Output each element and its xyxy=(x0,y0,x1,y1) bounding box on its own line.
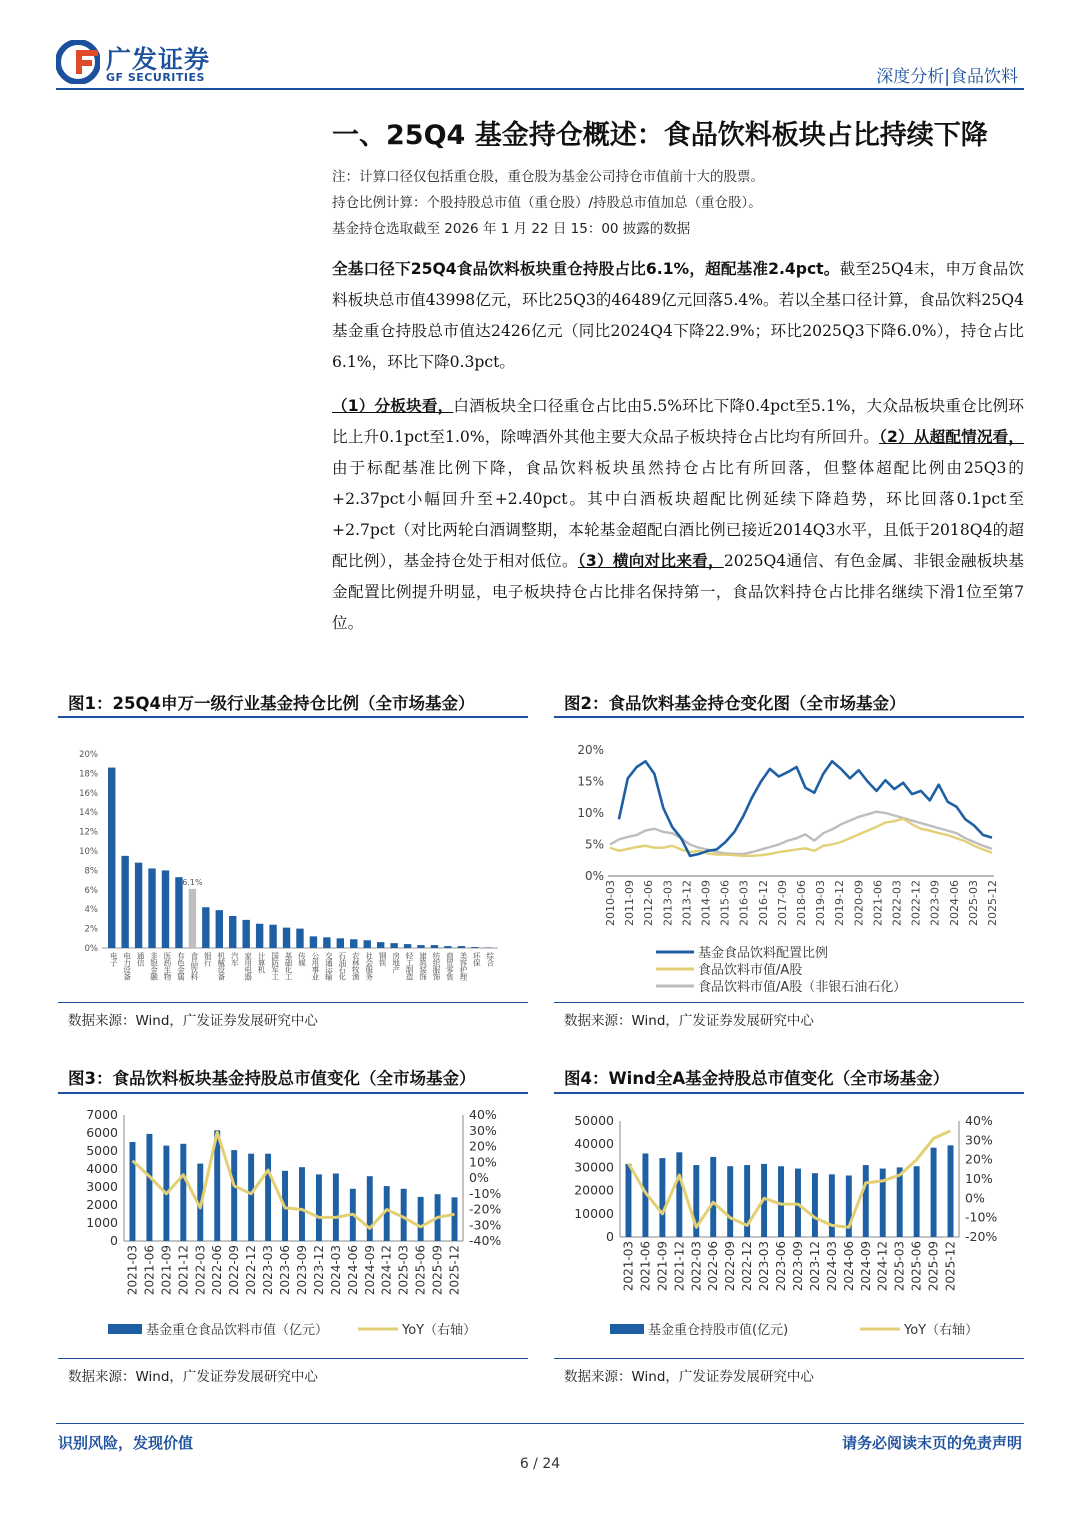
x-tick-label: 交通运输 xyxy=(324,952,334,980)
y-tick-label: 0% xyxy=(584,869,604,883)
chart-food-beverage-market-value xyxy=(58,1100,528,1356)
summary-lead: 全基口径下25Q4食品饮料板块重仓持股占比6.1%，超配基准2.4pct。 xyxy=(332,260,840,278)
x-tick-label: 2021-09 xyxy=(159,1245,174,1296)
bar xyxy=(130,1142,136,1241)
bar xyxy=(418,1197,424,1241)
bar xyxy=(323,937,330,948)
bar xyxy=(676,1152,682,1237)
y-tick-label-right: 40% xyxy=(469,1107,497,1122)
x-tick-label: 基础化工 xyxy=(284,952,294,980)
x-tick-label: 2024-09 xyxy=(858,1241,873,1292)
x-tick-label: 2022-09 xyxy=(723,1241,738,1292)
x-tick-label: 食品饮料 xyxy=(189,952,199,980)
point-3-heading: （3）横向对比来看， xyxy=(577,552,724,570)
x-tick-label: 2011-09 xyxy=(623,880,637,926)
x-tick-label: 2025-03 xyxy=(966,880,980,926)
point-3-text: 2025Q4通信、有色金属、非银金融板块基金配置比例提升明显，电子板块持仓占比排名保持第一，食品饮料持仓占比排名继续下滑1位至第7位。 xyxy=(332,552,1025,632)
note-line-3: 基金持仓选取截至 2026 年 1 月 22 日 15：00 披露的数据 xyxy=(332,221,691,237)
x-tick-label: 医药生物 xyxy=(162,952,172,980)
y-tick-label-right: 0% xyxy=(965,1190,985,1206)
x-tick-label: 2022-03 xyxy=(890,880,904,926)
x-tick-label: 2017-09 xyxy=(775,880,789,926)
y-tick-label-right: -10% xyxy=(469,1185,502,1201)
x-tick-label: 2010-03 xyxy=(604,880,617,926)
x-tick-label: 建筑装饰 xyxy=(418,952,428,980)
point-2-text: 由于标配基准比例下降，食品饮料板块虽然持仓占比有所回落，但整体超配比例由25Q3的+2.37pct小幅回升至+2.40pct。其中白酒板块超配比例延续下降趋势，环比回落0.1pct至+2.7pct（对比两轮白酒调整期，本轮基金超配白酒比例已接近2014Q3水平，且低于2018Q4的超配比例），基金持仓处于相对低位。 xyxy=(332,459,1024,570)
y-tick-label-left: 0 xyxy=(110,1233,118,1248)
bar xyxy=(310,936,317,948)
bar xyxy=(444,946,451,948)
summary-body: 截至25Q4末，申万食品饮料板块总市值43998亿元，环比25Q3的46489亿元回落5.4%。若以全基口径计算，食品饮料25Q4基金重仓持股总市值达2426亿元（同比2024Q4下降22.9%；环比2025Q3下降6.0%），持仓占比6.1%，环比下降0.3pct。 xyxy=(332,260,1024,371)
y-tick-label-right: -10% xyxy=(965,1209,998,1225)
bar xyxy=(108,768,115,948)
x-tick-label: 2024-03 xyxy=(328,1245,343,1296)
x-tick-label: 2023-06 xyxy=(774,1241,789,1292)
x-tick-label: 2021-12 xyxy=(672,1241,687,1292)
y-tick-label-left: 3000 xyxy=(86,1179,118,1194)
y-tick-label: 4% xyxy=(84,905,98,916)
y-tick-label: 14% xyxy=(79,808,98,819)
bar xyxy=(283,928,290,948)
bar xyxy=(175,877,182,948)
y-tick-label: 8% xyxy=(84,866,98,877)
page-number: 6 / 24 xyxy=(519,1456,561,1472)
x-tick-label: 2025-03 xyxy=(396,1245,411,1296)
logo-text-en: GF SECURITIES xyxy=(106,71,205,84)
x-tick-label: 2012-06 xyxy=(642,880,656,926)
bar xyxy=(229,916,236,948)
bar xyxy=(710,1157,716,1237)
x-tick-label: 2016-03 xyxy=(737,880,751,926)
figure-2-source: 数据来源：Wind，广发证券发展研究中心 xyxy=(564,1013,814,1029)
paragraph-summary xyxy=(332,254,1024,378)
bar xyxy=(452,1197,458,1241)
footer-slogan: 识别风险，发现价值 xyxy=(58,1434,194,1452)
legend-label: YoY（右轴） xyxy=(904,1323,979,1338)
x-tick-label: 公用事业 xyxy=(310,952,320,980)
x-tick-label: 社会服务 xyxy=(364,952,374,980)
y-tick-label: 18% xyxy=(79,769,98,780)
x-tick-label: 通信 xyxy=(136,952,146,966)
y-tick-label: 12% xyxy=(79,827,98,838)
x-tick-label: 国防军工 xyxy=(270,952,280,980)
bar xyxy=(626,1164,632,1237)
point-1-heading: （1）分板块看， xyxy=(332,397,454,415)
note-line-1: 注：计算口径仅包括重仓股，重仓股为基金公司持仓市值前十大的股票。 xyxy=(332,169,764,185)
y-tick-label-right: 0% xyxy=(469,1170,489,1185)
legend-label: 基金食品饮料配置比例 xyxy=(698,946,829,961)
point-2-heading: （2）从超配情况看， xyxy=(879,428,1024,446)
figure-4-source: 数据来源：Wind，广发证券发展研究中心 xyxy=(564,1369,814,1385)
footer-divider xyxy=(56,1423,1024,1424)
figure-1-source: 数据来源：Wind，广发证券发展研究中心 xyxy=(68,1013,318,1029)
bar xyxy=(189,889,196,948)
y-tick-label-left: 6000 xyxy=(86,1125,118,1140)
x-tick-label: 2025-12 xyxy=(943,1241,958,1292)
x-tick-label: 2025-12 xyxy=(447,1245,462,1296)
bar xyxy=(242,920,249,948)
x-tick-label: 电力设备 xyxy=(122,952,132,980)
figure-3-title: 图3：食品饮料板块基金持股总市值变化（全市场基金） xyxy=(68,1069,476,1088)
y-tick-label-left: 20000 xyxy=(574,1182,614,1198)
paragraph-analysis xyxy=(332,391,1024,639)
bar xyxy=(333,1174,339,1242)
bar xyxy=(390,943,397,948)
x-tick-label: 2023-12 xyxy=(311,1245,326,1296)
x-tick-label: 2022-06 xyxy=(706,1241,721,1292)
legend-label: 基金重仓食品饮料市值（亿元） xyxy=(146,1323,329,1338)
bar xyxy=(350,939,357,948)
bar xyxy=(417,945,424,948)
x-tick-label: 2021-03 xyxy=(125,1245,140,1296)
y-tick-label: 2% xyxy=(84,924,98,935)
y-tick-label-right: 10% xyxy=(965,1171,993,1186)
bar xyxy=(256,924,263,948)
y-tick-label-right: 30% xyxy=(965,1132,993,1148)
x-tick-label: 2013-03 xyxy=(661,880,675,926)
company-logo xyxy=(56,38,226,88)
x-tick-label: 房地产 xyxy=(391,952,401,973)
y-tick-label-left: 50000 xyxy=(574,1113,614,1128)
bar xyxy=(121,856,128,948)
figure-4-title: 图4：Wind全A基金持股总市值变化（全市场基金） xyxy=(564,1069,950,1088)
bar xyxy=(364,940,371,948)
y-tick-label-right: 10% xyxy=(469,1154,497,1170)
legend-swatch xyxy=(610,1324,644,1334)
x-tick-label: 2025-09 xyxy=(926,1241,941,1292)
figure-4-rule xyxy=(554,1092,1024,1094)
bar xyxy=(948,1145,954,1237)
chart-wind-all-a-market-value xyxy=(554,1100,1024,1356)
figure-1-title: 图1：25Q4申万一级行业基金持仓比例（全市场基金） xyxy=(68,694,475,713)
footer-disclaimer-link[interactable]: 请务必阅读末页的免责声明 xyxy=(841,1434,1022,1452)
bar xyxy=(931,1148,937,1237)
x-tick-label: 2022-12 xyxy=(244,1245,259,1296)
bar xyxy=(829,1174,835,1237)
y-tick-label: 20% xyxy=(577,743,604,757)
x-tick-label: 2022-09 xyxy=(227,1245,242,1296)
bar xyxy=(202,907,209,948)
y-tick-label: 0% xyxy=(84,944,98,954)
x-tick-label: 2021-06 xyxy=(638,1241,653,1292)
x-tick-label: 2024-06 xyxy=(345,1245,360,1296)
bar xyxy=(265,1154,271,1241)
y-tick-label-left: 10000 xyxy=(574,1205,614,1221)
y-tick-label: 20% xyxy=(79,750,98,760)
y-tick-label-left: 1000 xyxy=(86,1215,118,1230)
bar xyxy=(458,946,465,948)
y-tick-label: 6% xyxy=(84,885,98,896)
note-line-2: 持仓比例计算：个股持股总市值（重仓股）/持股总市值加总（重仓股）。 xyxy=(332,195,762,211)
bar xyxy=(231,1150,237,1241)
logo-text-cn: 广发证券 xyxy=(106,45,211,74)
x-tick-label: 钢铁 xyxy=(378,952,388,966)
figure-4-bottom-rule xyxy=(554,1358,1024,1359)
x-tick-label: 2022-06 xyxy=(210,1245,225,1296)
x-tick-label: 2015-06 xyxy=(718,880,732,926)
bar xyxy=(135,863,142,948)
bar xyxy=(162,870,169,948)
figure-1-rule xyxy=(58,716,528,718)
x-tick-label: 非银金融 xyxy=(149,952,159,980)
y-tick-label-left: 2000 xyxy=(86,1197,118,1212)
bar xyxy=(148,868,155,948)
bar xyxy=(812,1173,818,1237)
y-tick-label-left: 4000 xyxy=(86,1161,118,1176)
y-tick-label-left: 0 xyxy=(606,1229,614,1244)
bar xyxy=(404,944,411,948)
y-tick-label-right: 40% xyxy=(965,1113,993,1128)
y-tick-label-right: 30% xyxy=(469,1122,497,1138)
x-tick-label: 2023-12 xyxy=(807,1241,822,1292)
y-tick-label-right: -30% xyxy=(469,1217,502,1233)
x-tick-label: 计算机 xyxy=(257,952,267,973)
x-tick-label: 2024-06 xyxy=(947,880,961,926)
bar xyxy=(778,1166,784,1237)
bar xyxy=(248,1154,254,1241)
x-tick-label: 2023-09 xyxy=(790,1241,805,1292)
x-tick-label: 纺织服饰 xyxy=(431,952,441,980)
header-divider xyxy=(56,88,1024,90)
x-tick-label: 银行 xyxy=(203,952,213,966)
bar xyxy=(431,945,438,948)
bar xyxy=(146,1134,152,1241)
x-tick-label: 2019-12 xyxy=(833,880,847,926)
legend-label: 食品饮料市值/A股（非银石油石化） xyxy=(698,980,907,995)
x-tick-label: 2025-09 xyxy=(430,1245,445,1296)
bar xyxy=(180,1144,186,1241)
bar xyxy=(216,910,223,948)
legend-label: 基金重仓持股市值(亿元) xyxy=(648,1323,789,1338)
y-tick-label-left: 30000 xyxy=(574,1159,614,1175)
x-tick-label: 2022-03 xyxy=(193,1245,208,1296)
x-tick-label: 2020-09 xyxy=(852,880,866,926)
x-tick-label: 2016-12 xyxy=(756,880,770,926)
figure-2-bottom-rule xyxy=(554,1002,1024,1003)
x-tick-label: 轻工制造 xyxy=(405,952,415,980)
x-tick-label: 石油石化 xyxy=(337,952,347,980)
figure-3-source: 数据来源：Wind，广发证券发展研究中心 xyxy=(68,1369,318,1385)
x-tick-label: 2018-06 xyxy=(795,880,808,926)
x-tick-label: 传媒 xyxy=(297,952,307,966)
x-tick-label: 汽车 xyxy=(230,952,240,966)
x-tick-label: 农林牧渔 xyxy=(351,952,361,980)
x-tick-label: 2024-09 xyxy=(362,1245,377,1296)
chart-industry-holdings xyxy=(58,738,528,1000)
figure-2-rule xyxy=(554,716,1024,718)
bar xyxy=(269,925,276,948)
bar xyxy=(863,1165,869,1237)
y-tick-label: 16% xyxy=(79,788,98,799)
x-tick-label: 2021-06 xyxy=(142,1245,157,1296)
x-tick-label: 2025-03 xyxy=(892,1241,907,1292)
y-tick-label-left: 7000 xyxy=(86,1107,118,1122)
x-tick-label: 2022-03 xyxy=(689,1241,704,1292)
y-tick-label-right: -20% xyxy=(965,1229,998,1244)
gf-logo-icon xyxy=(56,40,100,84)
figure-1-bottom-rule xyxy=(58,1002,528,1003)
y-tick-label-left: 40000 xyxy=(574,1136,614,1152)
x-tick-label: 2025-12 xyxy=(986,880,999,926)
x-tick-label: 2022-12 xyxy=(909,880,923,926)
x-tick-label: 2024-03 xyxy=(824,1241,839,1292)
x-tick-label: 2022-12 xyxy=(740,1241,755,1292)
y-tick-label: 5% xyxy=(584,837,604,852)
bar xyxy=(296,929,303,948)
x-tick-label: 2019-03 xyxy=(814,880,828,926)
x-tick-label: 2025-06 xyxy=(909,1241,924,1292)
x-tick-label: 2023-06 xyxy=(278,1245,293,1296)
figure-3-rule xyxy=(58,1092,528,1094)
chart-food-beverage-allocation xyxy=(554,738,1024,1000)
x-tick-label: 2021-09 xyxy=(655,1241,670,1292)
figure-3-bottom-rule xyxy=(58,1358,528,1359)
bar xyxy=(897,1167,903,1237)
x-tick-label: 2025-06 xyxy=(413,1245,428,1296)
series-line xyxy=(619,761,992,856)
y-tick-label: 10% xyxy=(79,847,98,857)
x-tick-label: 2024-12 xyxy=(379,1245,394,1296)
section-title: 一、25Q4 基金持仓概述：食品饮料板块占比持续下降 xyxy=(332,120,988,151)
bar xyxy=(471,947,478,948)
y-tick-label-right: -40% xyxy=(469,1233,502,1248)
bar xyxy=(367,1176,373,1241)
x-tick-label: 2014-09 xyxy=(699,880,713,926)
x-tick-label: 综合 xyxy=(485,952,495,966)
x-tick-label: 2023-03 xyxy=(261,1245,276,1296)
x-tick-label: 2023-09 xyxy=(294,1245,309,1296)
bar xyxy=(337,938,344,948)
x-tick-label: 家用电器 xyxy=(243,952,253,980)
x-tick-label: 商贸零售 xyxy=(445,952,455,980)
x-tick-label: 2024-06 xyxy=(841,1241,856,1292)
bar xyxy=(377,942,384,948)
x-tick-label: 环保 xyxy=(472,952,482,966)
y-tick-label-right: 20% xyxy=(469,1138,497,1154)
y-tick-label-right: -20% xyxy=(469,1201,502,1217)
bar xyxy=(659,1158,665,1237)
legend-label: 食品饮料市值/A股 xyxy=(698,963,803,978)
legend-swatch xyxy=(108,1324,142,1334)
legend-label: YoY（右轴） xyxy=(402,1323,477,1338)
bar xyxy=(727,1166,733,1237)
x-tick-label: 有色金属 xyxy=(176,952,186,980)
y-tick-label: 10% xyxy=(577,806,604,820)
bar xyxy=(299,1167,305,1241)
y-tick-label-right: 20% xyxy=(965,1151,993,1167)
point-1-text: 白酒板块全口径重仓占比由5.5%环比下降0.4pct至5.1%，大众品板块重仓比例环比上升0.1pct至1.0%，除啤酒外其他主要大众品子板块持仓占比均有所回升。 xyxy=(332,397,1024,446)
x-tick-label: 机械设备 xyxy=(216,952,226,980)
x-tick-label: 2021-03 xyxy=(621,1241,636,1292)
figure-2-title: 图2：食品饮料基金持仓变化图（全市场基金） xyxy=(564,694,906,713)
x-tick-label: 2023-03 xyxy=(757,1241,772,1292)
bar xyxy=(316,1174,322,1241)
x-tick-label: 2023-09 xyxy=(928,880,942,926)
y-tick-label: 15% xyxy=(577,774,604,789)
x-tick-label: 美容护理 xyxy=(458,952,468,980)
x-tick-label: 2013-12 xyxy=(680,880,694,926)
y-tick-label-left: 5000 xyxy=(86,1143,118,1158)
x-tick-label: 2024-12 xyxy=(875,1241,890,1292)
x-tick-label: 2021-12 xyxy=(176,1245,191,1296)
data-label: 6.1% xyxy=(182,877,203,887)
x-tick-label: 2021-06 xyxy=(871,880,885,926)
bar xyxy=(914,1166,920,1237)
x-tick-label: 电子 xyxy=(109,952,119,966)
report-category: 深度分析|食品饮料 xyxy=(876,67,1018,87)
